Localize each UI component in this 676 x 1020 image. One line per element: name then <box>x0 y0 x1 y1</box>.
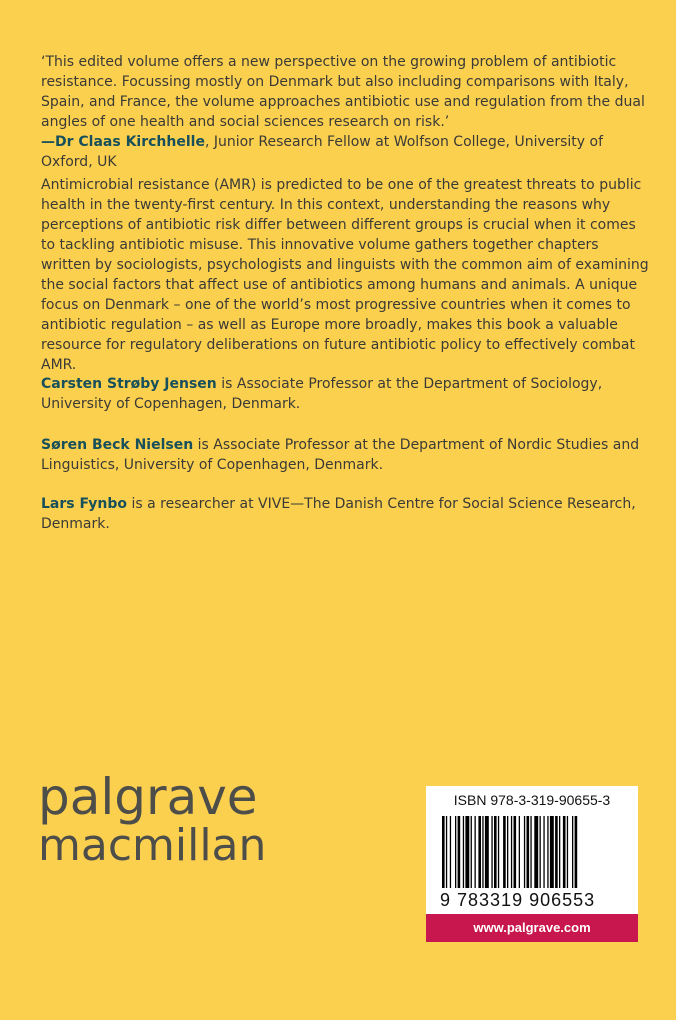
logo-macmillan: macmillan <box>38 820 267 871</box>
quote-text: ‘This edited volume offers a new perspective on the growing problem of antibiotic resistance. Focussing mostly on Denmark but also including comparisons with Italy, Spain, and France, the volume approaches antibiotic use and regulation from the dual angles of one health and social sciences research on risk.’ <box>41 54 645 130</box>
quote-attribution-name: —Dr Claas Kirchhelle <box>41 134 205 150</box>
author-bio-text: is a researcher at VIVE—The Danish Centre for Social Science Research, Denmark. <box>41 496 636 532</box>
author-name: Søren Beck Nielsen <box>41 437 194 453</box>
author-name: Carsten Strøby Jensen <box>41 376 217 392</box>
publisher-url[interactable]: www.palgrave.com <box>426 914 638 942</box>
author-bio <box>41 494 651 534</box>
author-bio-text: is Associate Professor at the Department of Sociology, University of Copenhagen, Denmark. <box>41 376 603 412</box>
logo-palgrave: palgrave <box>38 768 258 826</box>
isbn-barcode <box>426 786 638 942</box>
barcode-bars <box>442 816 622 888</box>
quote-attribution-affiliation: , Junior Research Fellow at Wolfson College, University of Oxford, UK <box>41 134 604 170</box>
book-description: Antimicrobial resistance (AMR) is predicted to be one of the greatest threats to public health in the twenty-first century. In this context, understanding the reasons why perceptions of antibiotic risk differ between different groups is crucial when it comes to tackling antibiotic misuse. This innovative volume gathers together chapters written by sociologists, psychologists and linguists with the common aim of examining the social factors that affect use of antibiotics among humans and animals. A unique focus on Denmark – one of the world’s most progressive countries when it comes to antibiotic regulation – as well as Europe more broadly, makes this book a valuable resource for regulatory deliberations on future antibiotic policy to effectively combat AMR. <box>41 177 649 373</box>
endorsement-quote <box>41 52 651 172</box>
barcode-digits: 9 783319 906553 <box>440 890 596 910</box>
author-bio-text: is Associate Professor at the Department of Nordic Studies and Linguistics, University of Copenhagen, Denmark. <box>41 437 640 473</box>
author-bio <box>41 435 651 475</box>
author-name: Lars Fynbo <box>41 496 128 512</box>
author-bio <box>41 374 651 414</box>
publisher-logo <box>38 768 267 871</box>
isbn-number: ISBN 978-3-319-90655-3 <box>453 792 611 808</box>
